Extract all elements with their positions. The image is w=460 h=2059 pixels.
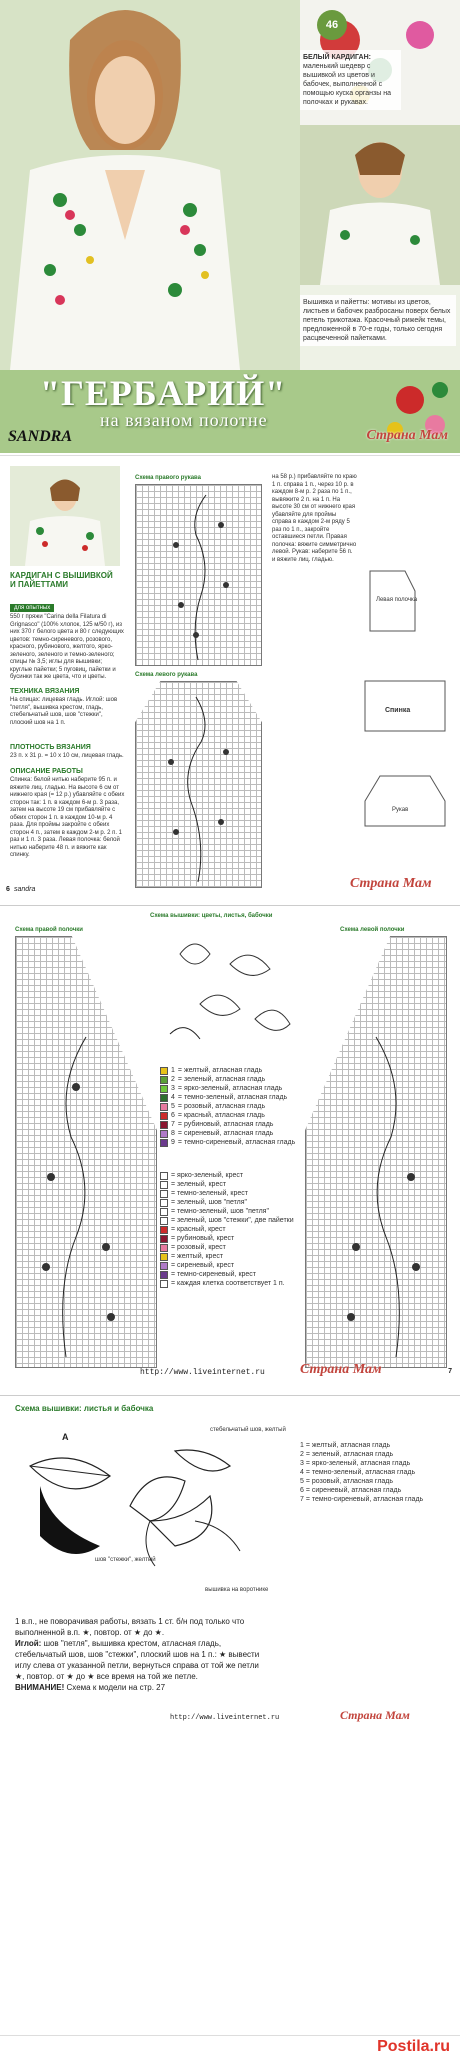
letter-a: A	[62, 1432, 69, 1442]
materials-text: 550 г пряжи "Carina della Filatura di Grignasco" (100% хлопок, 125 м/50 г), из них 370 г белого цвета и 80 г следующих цветов: темно-сиреневого, розового, красного, рубинового, желтого, ярко-зеленого, зеленого и темно-зеленого; спицы № 3,5; иглы для вышивки; круглые пайетки; 5 пуговиц, пайетки и бусинки так же цвета, что и цветы.	[10, 614, 124, 680]
brand-logo: SANDRA	[8, 428, 73, 445]
watermark-4: Страна Мам	[340, 1708, 410, 1722]
symbol-icon	[160, 1280, 168, 1288]
symbol-icon	[160, 1244, 168, 1252]
legend-symbol-item: = сиреневый, крест	[160, 1261, 300, 1270]
swatch-icon	[160, 1121, 168, 1129]
legend-item: 4 = темно-зеленый, атласная гладь	[160, 1093, 300, 1102]
description-heading: ОПИСАНИЕ РАБОТЫ	[10, 768, 83, 775]
left-sleeve-chart	[135, 681, 262, 888]
watermark: Страна Мам	[366, 428, 448, 443]
collar-label: вышивка на воротнике	[205, 1587, 269, 1593]
legend-item: 7 = темно-сиреневый, атласная гладь	[300, 1496, 424, 1503]
right-sleeve-chart	[135, 484, 262, 666]
symbol-icon	[160, 1262, 168, 1270]
technique-heading: ТЕХНИКА ВЯЗАНИЯ	[10, 688, 80, 695]
caption-text: маленький шедевр с вышивкой из цветов и бабочек, выполненной с помощью куска органзы на полочках и рукавах.	[303, 63, 391, 106]
page-badge: 46	[317, 10, 347, 40]
level-badge: для опытных	[10, 604, 54, 612]
description-text: Спинка: белой нитью наберите 95 п. и вяжите лиц. гладью. На высоте 6 см от нижнего края (= 12 р.) убавляйте с обеих сторон так: 1 п. в каждом 6-м р. 3 раза, затем на высоте 19 см прибавляйте с обеих сторон 1 п. в каждом 10-м р. 4 раза. Для проймы закройте с обеих сторон 4 п., затем в каждом 2-м р. 2 п. 1 раз и 1 п. 3 раза. Левая полочка: белой нитью наберите 48 п. и вяжите как спинку.	[10, 777, 125, 858]
watermark-2: Страна Мам	[350, 876, 432, 891]
cover-section	[0, 0, 460, 453]
front-charts-page	[0, 905, 460, 1391]
page-subtitle: на вязаном полотне	[100, 410, 268, 430]
legend-item: 2 = зеленый, атласная гладь	[160, 1075, 300, 1084]
note-2-text: шов "петля", вышивка крестом, атласная гладь, стебельчатый шов, шов "стежки", плоский шов на 1 п.: ★ вывести иглу слева от указанной петли, вернуться справа от той же петли ★, повтор. от ★ до ★ все время на той же петле.	[15, 1639, 260, 1681]
legend-symbol-item: = темно-сиреневый, крест	[160, 1270, 300, 1279]
right-front-chart	[15, 936, 157, 1368]
swatch-icon	[160, 1076, 168, 1084]
pattern-heading: КАРДИГАН С ВЫШИВКОЙ И ПАЙЕТТАМИ	[10, 571, 113, 589]
notes-block	[15, 1616, 265, 1693]
butterfly-page	[0, 1395, 460, 2036]
note-1: 1 в.п., не поворачивая работы, вязать 1 ст. б/н под только что выполненной в.п. ★, повтор. от ★ до ★.	[15, 1617, 245, 1637]
legend-item: 7 = рубиновый, атласная гладь	[160, 1120, 300, 1129]
cover-caption	[300, 50, 401, 110]
note-2-head: Иглой:	[15, 1639, 42, 1648]
title-banner	[0, 370, 460, 453]
symbol-icon	[160, 1208, 168, 1216]
sleeve-motif-icon	[136, 485, 261, 665]
chart-title-right-sleeve: Схема правого рукава	[135, 475, 202, 481]
butterfly-legend	[300, 1441, 450, 1504]
legend-item: 5 = розовый, атласная гладь	[300, 1478, 394, 1485]
diagram-label-back: Спинка	[385, 707, 411, 714]
symbol-icon	[160, 1253, 168, 1261]
legend-item: 1 = желтый, атласная гладь	[160, 1066, 300, 1075]
swatch-icon	[160, 1139, 168, 1147]
page-title: "ГЕРБАРИЙ"	[40, 373, 287, 413]
attention-note	[15, 1682, 265, 1693]
swatch-icon	[160, 1094, 168, 1102]
legend-symbol-item: = каждая клетка соответствует 1 п.	[160, 1279, 300, 1288]
site-footer	[0, 2035, 460, 2059]
attention-text: Схема к модели на стр. 27	[66, 1683, 166, 1692]
legend-item: 5 = розовый, атласная гладь	[160, 1102, 300, 1111]
left-front-chart	[305, 936, 447, 1368]
symbol-icon	[160, 1190, 168, 1198]
front-motif-icon-2	[306, 937, 446, 1367]
symbol-icon	[160, 1181, 168, 1189]
attention-head: ВНИМАНИЕ!	[15, 1683, 65, 1692]
page-number: 6	[6, 886, 10, 893]
legend-item: 2 = зеленый, атласная гладь	[300, 1451, 394, 1458]
right-column-text: на 58 р.) прибавляйте по краю 1 п. справа 1 п., через 10 р. в каждом 8-м р. 2 раза по 1 п., вывяжите 2 п. на 1 п. На высоте 30 см от нижнего края убавляйте для проймы справа в каждом 2-м ряду 5 раз по 1 п., закройте оставшиеся петли. Правая полочка: вяжите симметрично левой. Рукав: наберите 56 п. и вяжите лиц. гладью.	[272, 474, 357, 563]
stem-stitch-label: стебельчатый шов, желтый	[210, 1427, 286, 1433]
chart-title-left-sleeve: Схема левого рукава	[135, 672, 198, 678]
url-text-2: http://www.liveinternet.ru	[170, 1714, 280, 1722]
symbol-icon	[160, 1271, 168, 1279]
instructions-page	[0, 455, 460, 901]
cover-caption-2: Вышивка и пайетты: мотивы из цветов, листьев и бабочек разбросаны поверх белых петель трикотажа. Красочный рижейк темы, предложенной в 70-е годы, только сегодня расцвеченной пайетками.	[300, 295, 456, 346]
technique-text: На спицах: лицевая гладь. Иглой: шов "петля", вышивка крестом, гладь, стебельчатый шов, шов "стежки", плоский шов на 1 п.	[10, 697, 118, 726]
watermark-3: Страна Мам	[300, 1362, 382, 1377]
symbol-icon	[160, 1235, 168, 1243]
legend-item: 1 = желтый, атласная гладь	[300, 1442, 391, 1449]
swatch-icon	[160, 1130, 168, 1138]
legend-symbol-item: = темно-зеленый, крест	[160, 1189, 300, 1198]
legend-symbol-item: = ярко-зеленый, крест	[160, 1171, 300, 1180]
legend-symbol-item: = рубиновый, крест	[160, 1234, 300, 1243]
legend-item: 3 = ярко-зеленый, атласная гладь	[160, 1084, 300, 1093]
legend-symbol-item: = розовый, крест	[160, 1243, 300, 1252]
embroidery-chart-title: Схема вышивки: цветы, листья, бабочки	[150, 913, 273, 919]
symbol-icon	[160, 1217, 168, 1225]
diagram-label-sleeve: Рукав	[392, 807, 409, 813]
model-thumbnail	[10, 466, 120, 566]
page-number-3: 7	[448, 1368, 452, 1375]
swatch-icon	[160, 1103, 168, 1111]
legend-item: 8 = сиреневый, атласная гладь	[160, 1129, 300, 1138]
url-text: http://www.liveinternet.ru	[140, 1368, 265, 1377]
legend-bottom	[160, 1171, 300, 1288]
right-front-title: Схема правой полочки	[15, 927, 83, 933]
density-heading: ПЛОТНОСТЬ ВЯЗАНИЯ	[10, 744, 91, 751]
caption-title: БЕЛЫЙ КАРДИГАН:	[303, 54, 371, 61]
front-motif-icon	[16, 937, 156, 1367]
symbol-icon	[160, 1226, 168, 1234]
sleeve-motif-icon-2	[136, 682, 261, 887]
legend-symbol-item: = красный, крест	[160, 1225, 300, 1234]
butterfly-chart-title: Схема вышивки: листья и бабочка	[15, 1404, 154, 1413]
left-front-title: Схема левой полочки	[340, 927, 405, 933]
swatch-icon	[160, 1112, 168, 1120]
legend-symbol-item: = темно-зеленый, шов "петля"	[160, 1207, 300, 1216]
symbol-icon	[160, 1172, 168, 1180]
legend-item: 3 = ярко-зеленый, атласная гладь	[300, 1460, 411, 1467]
legend-symbol-item: = желтый, крест	[160, 1252, 300, 1261]
diagram-label-left-front: Левая полочка	[376, 597, 418, 603]
legend-symbol-item: = зеленый, крест	[160, 1180, 300, 1189]
swatch-icon	[160, 1067, 168, 1075]
legend-item: 6 = сиреневый, атласная гладь	[300, 1487, 402, 1494]
density-text: 23 п. x 31 р. = 10 x 10 см, лицевая гладь.	[10, 753, 124, 759]
note-2	[15, 1638, 265, 1682]
leaf-butterfly-motifs	[160, 924, 300, 1054]
legend-item: 4 = темно-зеленый, атласная гладь	[300, 1469, 416, 1476]
swatch-icon	[160, 1085, 168, 1093]
symbol-icon	[160, 1199, 168, 1207]
stitch-label: шов "стежки", желтый	[95, 1557, 156, 1563]
legend-item: 6 = красный, атласная гладь	[160, 1111, 300, 1120]
legend-symbol-item: = зеленый, шов "стежки", две пайетки	[160, 1216, 300, 1225]
leaf-butterfly-diagram	[10, 1426, 290, 1576]
site-logo[interactable]: Postila.ru	[377, 2038, 450, 2055]
legend-item: 9 = темно-сиреневый, атласная гладь	[160, 1138, 300, 1147]
legend-top	[160, 1066, 300, 1147]
brand-small: sandra	[14, 886, 36, 893]
legend-symbol-item: = зеленый, шов "петля"	[160, 1198, 300, 1207]
